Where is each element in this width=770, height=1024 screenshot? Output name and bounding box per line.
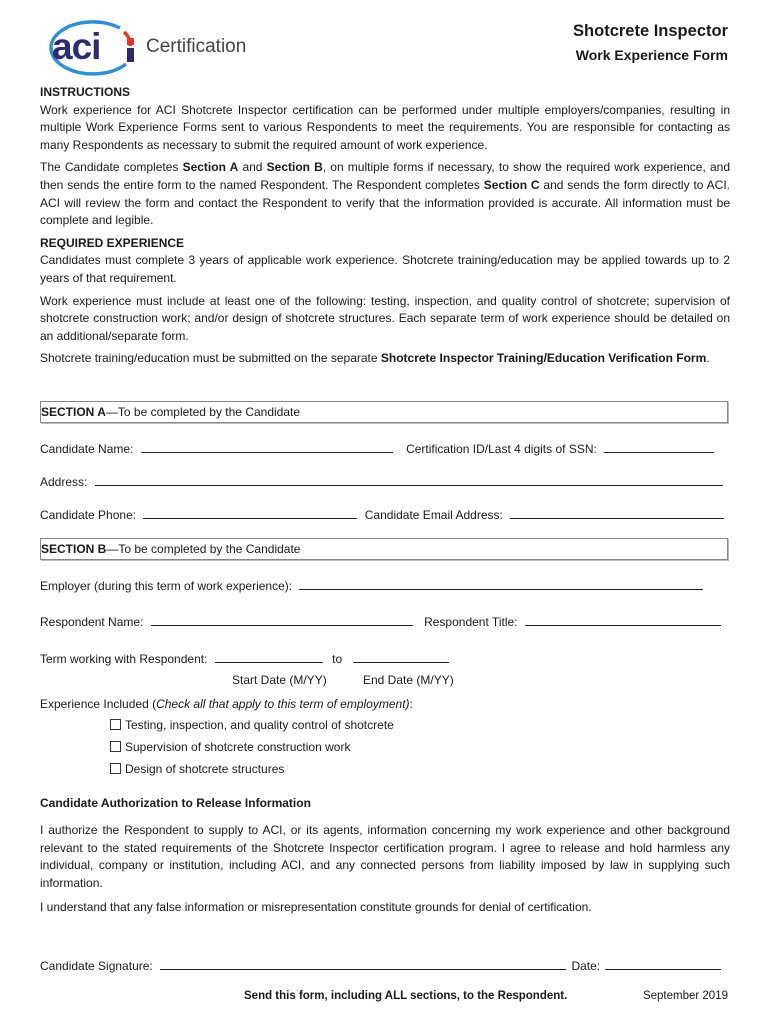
candidate-name-label: Candidate Name:	[40, 442, 134, 456]
footer-date: September 2019	[642, 990, 728, 1002]
candidate-name-field[interactable]	[141, 440, 393, 453]
form-title: Shotcrete Inspector	[573, 22, 728, 40]
term-row	[40, 650, 730, 666]
section-a-header	[40, 401, 728, 423]
end-date-caption: End Date (M/YY)	[363, 673, 454, 687]
employer-field[interactable]	[299, 577, 703, 590]
experience-label-a: Experience Included (	[40, 697, 157, 711]
instructions-text-2a: The Candidate completes	[40, 160, 183, 175]
section-a-label: SECTION A	[41, 405, 106, 419]
check-testing-label: Testing, inspection, and quality control of shotcrete	[125, 718, 394, 732]
respondent-name-label: Respondent Name:	[40, 615, 144, 629]
section-c-ref: Section C	[483, 177, 540, 192]
required-paragraph-2: Work experience must include at least one of the following: testing, inspection, and quality control of shotcrete; supervision of shotcrete construction work; and/or design of shotcrete structures. Each separate term of work experience should be detailed on an additional/separate form.	[40, 293, 730, 343]
required-text-3c: .	[706, 351, 710, 366]
employer-row	[40, 577, 730, 593]
required-text-1: Candidates must complete 3 years of applicable work experience. Shotcrete training/education may be applied towards up to 2 years of that requirement.	[40, 253, 730, 285]
start-date-caption: Start Date (M/YY)	[232, 673, 327, 687]
address-row	[40, 473, 730, 489]
candidate-email-label: Candidate Email Address:	[364, 508, 503, 522]
start-date-field[interactable]	[215, 650, 323, 663]
term-to-label: to	[332, 652, 343, 666]
instructions-text-1: Work experience for ACI Shotcrete Inspector certification can be performed under multiple employers/companies, resulting in multiple Work Experience Forms sent to various Respondents to meet the requirements. You are responsible for contacting as many Respondents as necessary to submit the required amount of work experience.	[40, 102, 730, 152]
section-b-desc: —To be completed by the Candidate	[106, 542, 301, 556]
end-date-field[interactable]	[353, 650, 449, 663]
section-b-ref: Section B	[266, 160, 323, 175]
instructions-paragraph-1	[40, 84, 730, 154]
logo-subtitle: Certification	[146, 36, 247, 57]
footer-send-note: Send this form, including ALL sections, to the Respondent.	[244, 990, 568, 1002]
check-design[interactable]	[110, 762, 284, 776]
address-label: Address:	[40, 475, 88, 489]
instructions-text-2g: and sends the form directly to ACI. ACI will review the form and contact the Respondent to verify that the information provided is accurate. All information must be complete and legible.	[40, 177, 730, 228]
authorization-paragraph-1: I authorize the Respondent to supply to ACI, or its agents, information concerning my work experience and other background relevant to the stated requirements of the Shotcrete Inspector certification program. I agree to release and hold harmless any individual, company or institution, including ACI, and any connected persons from liability imposed by law in supplying such information.	[40, 823, 730, 890]
candidate-email-field[interactable]	[510, 506, 724, 519]
experience-label-c: :	[409, 697, 413, 711]
instructions-block	[40, 84, 730, 373]
authorization-paragraph-2: I understand that any false information or misrepresentation constitute grounds for denial of certification.	[40, 900, 592, 914]
instructions-text-2c: and	[238, 160, 267, 175]
instructions-paragraph-2	[40, 159, 730, 229]
address-field[interactable]	[95, 473, 723, 486]
section-b-header	[40, 538, 728, 560]
logo-word: aci	[52, 26, 101, 67]
cert-id-field[interactable]	[604, 440, 714, 453]
aci-certification-logo	[40, 16, 255, 78]
authorization-block	[40, 822, 730, 924]
required-paragraph-1	[40, 235, 730, 288]
section-a-ref: Section A	[182, 160, 239, 175]
checkbox-icon[interactable]	[110, 741, 121, 752]
experience-label-italic: Check all that apply to this term of employment)	[156, 697, 410, 711]
candidate-phone-label: Candidate Phone:	[40, 508, 137, 522]
signature-date-label: Date:	[571, 959, 601, 973]
respondent-name-field[interactable]	[151, 613, 413, 626]
signature-label: Candidate Signature:	[40, 959, 153, 973]
authorization-heading: Candidate Authorization to Release Information	[40, 796, 311, 810]
term-label: Term working with Respondent:	[40, 652, 208, 666]
training-form-ref: Shotcrete Inspector Training/Education Verification Form	[380, 351, 707, 366]
candidate-name-row	[40, 440, 730, 456]
experience-included-row	[40, 697, 730, 711]
cert-id-label: Certification ID/Last 4 digits of SSN:	[406, 442, 597, 456]
required-paragraph-3	[40, 350, 730, 368]
instructions-heading: INSTRUCTIONS	[40, 85, 130, 99]
check-testing[interactable]	[110, 718, 394, 732]
respondent-row	[40, 613, 730, 629]
required-heading: REQUIRED EXPERIENCE	[40, 235, 185, 250]
phone-email-row	[40, 506, 730, 522]
checkbox-icon[interactable]	[110, 763, 121, 774]
required-text-3a: Shotcrete training/education must be submitted on the separate	[40, 351, 381, 366]
signature-row	[40, 957, 730, 973]
instructions-text-2e: , on multiple forms if necessary, to show the required work experience, and then sends the entire form to the named Respondent. The Respondent completes	[40, 160, 730, 192]
signature-date-field[interactable]	[605, 957, 721, 970]
check-supervision-label: Supervision of shotcrete construction work	[125, 740, 351, 754]
form-subtitle: Work Experience Form	[575, 47, 728, 63]
checkbox-icon[interactable]	[110, 719, 121, 730]
signature-field[interactable]	[160, 957, 566, 970]
section-a-desc: —To be completed by the Candidate	[105, 405, 301, 419]
respondent-title-field[interactable]	[525, 613, 721, 626]
respondent-title-label: Respondent Title:	[424, 615, 518, 629]
check-supervision[interactable]	[110, 740, 350, 754]
section-b-label: SECTION B	[41, 542, 107, 556]
candidate-phone-field[interactable]	[143, 506, 357, 519]
form-title-block	[573, 22, 728, 63]
check-design-label: Design of shotcrete structures	[125, 762, 285, 776]
employer-label: Employer (during this term of work experience):	[40, 579, 293, 593]
